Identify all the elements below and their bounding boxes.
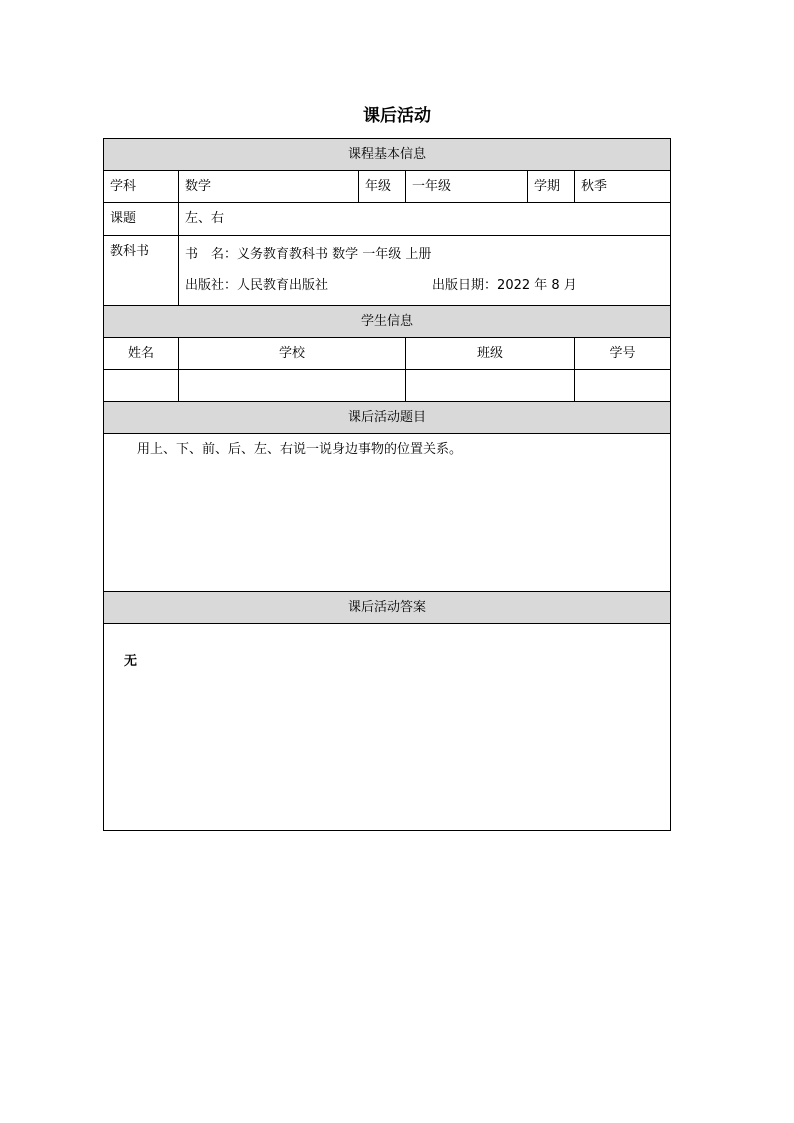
student-info-header-row (104, 306, 671, 338)
student-name-column: 姓名 (104, 338, 179, 370)
student-name-value[interactable] (104, 370, 179, 402)
course-info-header: 课程基本信息 (104, 139, 671, 171)
activity-header-row (104, 402, 671, 434)
subject-row (104, 171, 671, 203)
topic-row (104, 203, 671, 236)
book-name-line (185, 240, 664, 271)
publisher-value: 人民教育出版社 (237, 278, 329, 293)
activity-question-row (104, 434, 671, 592)
student-columns-row (104, 338, 671, 370)
student-info-header: 学生信息 (104, 306, 671, 338)
answer-text: 无 (104, 624, 671, 831)
pub-date-label: 出版日期： (432, 278, 498, 293)
activity-header: 课后活动题目 (104, 402, 671, 434)
subject-value: 数学 (179, 171, 359, 203)
student-school-column: 学校 (179, 338, 406, 370)
book-name-value: 义务教育教科书 数学 一年级 上册 (237, 247, 432, 262)
activity-sheet-table (103, 138, 671, 831)
student-id-value[interactable] (575, 370, 671, 402)
term-value: 秋季 (575, 171, 671, 203)
textbook-details (179, 236, 671, 306)
course-info-header-row (104, 139, 671, 171)
pub-date-value: 2022 年 8 月 (497, 278, 577, 293)
textbook-label: 教科书 (104, 236, 179, 306)
student-class-column: 班级 (406, 338, 575, 370)
answer-header: 课后活动答案 (104, 592, 671, 624)
publisher-line (185, 271, 664, 302)
topic-label: 课题 (104, 203, 179, 236)
subject-label: 学科 (104, 171, 179, 203)
student-school-value[interactable] (179, 370, 406, 402)
grade-value: 一年级 (406, 171, 528, 203)
student-class-value[interactable] (406, 370, 575, 402)
term-label: 学期 (528, 171, 575, 203)
topic-value: 左、右 (179, 203, 671, 236)
textbook-row (104, 236, 671, 306)
student-id-column: 学号 (575, 338, 671, 370)
answer-body-row (104, 624, 671, 831)
publisher-label: 出版社： (185, 278, 238, 293)
book-name-label: 书 名： (185, 247, 238, 262)
answer-header-row (104, 592, 671, 624)
student-values-row (104, 370, 671, 402)
grade-label: 年级 (359, 171, 406, 203)
page-title: 课后活动 (363, 106, 431, 126)
activity-question: 用上、下、前、后、左、右说一说身边事物的位置关系。 (104, 434, 671, 592)
